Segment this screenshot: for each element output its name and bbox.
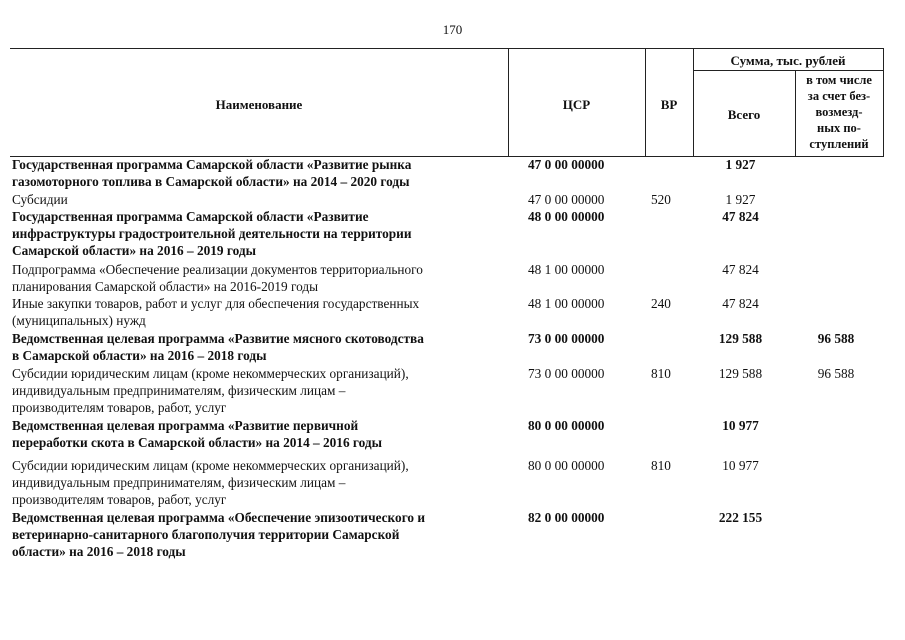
row-vr: 240 (651, 296, 671, 311)
row-name-line: индивидуальным предпринимателям, физическим лицам – (12, 475, 346, 490)
row-name-line: Ведомственная целевая программа «Развитие первичной (12, 418, 359, 433)
row-name (12, 330, 497, 364)
row-total: 129 588 (718, 366, 763, 381)
row-total: 47 824 (722, 296, 759, 311)
row-name-line: планирования Самарской области» на 2016-2019 годы (12, 279, 319, 294)
row-total: 129 588 (718, 331, 763, 346)
row-name (12, 457, 497, 508)
row-free: 96 588 (817, 366, 855, 381)
row-name (12, 417, 497, 451)
row-total: 1 927 (725, 157, 756, 172)
row-total: 222 155 (718, 510, 763, 525)
row-csr: 48 0 00 00000 (528, 209, 605, 224)
row-name-line: Подпрограмма «Обеспечение реализации документов территориального (12, 262, 423, 277)
row-name-line: переработки скота в Самарской области» на 2014 – 2016 годы (12, 435, 383, 450)
row-vr: 810 (651, 458, 671, 473)
row-csr: 47 0 00 00000 (528, 192, 605, 207)
row-name-line: Субсидии юридическим лицам (кроме некоммерческих организаций), (12, 366, 409, 381)
row-name-line: Самарской области» на 2016 – 2019 годы (12, 243, 256, 258)
row-total: 10 977 (722, 418, 759, 433)
row-name-line: индивидуальным предпринимателям, физическим лицам – (12, 383, 346, 398)
page-number: 170 (442, 22, 463, 37)
header-free-line: за счет без- (807, 89, 871, 103)
row-total: 10 977 (722, 458, 759, 473)
row-csr: 47 0 00 00000 (528, 157, 605, 172)
row-name (12, 156, 497, 190)
header-free-funds (795, 72, 883, 152)
row-free: 96 588 (817, 331, 855, 346)
row-name-line: инфраструктуры градостроительной деятельности на территории (12, 226, 412, 241)
row-name-line: (муниципальных) нужд (12, 313, 146, 328)
row-name-line: области» на 2016 – 2018 годы (12, 544, 186, 559)
row-csr: 82 0 00 00000 (528, 510, 605, 525)
row-name-line: Ведомственная целевая программа «Обеспечение эпизоотического и (12, 510, 426, 525)
row-name-line: в Самарской области» на 2016 – 2018 годы (12, 348, 267, 363)
row-csr: 73 0 00 00000 (528, 366, 605, 381)
header-sum: Сумма, тыс. рублей (730, 53, 846, 68)
row-name (12, 509, 497, 560)
header-total: Всего (727, 107, 761, 122)
row-name-line: ветеринарно-санитарного благополучия территории Самарской (12, 527, 400, 542)
row-total: 1 927 (725, 192, 756, 207)
row-total: 47 824 (722, 209, 759, 224)
row-name (12, 295, 497, 329)
row-csr: 48 1 00 00000 (528, 296, 605, 311)
row-total: 47 824 (722, 262, 759, 277)
table-header (10, 48, 884, 157)
row-name (12, 208, 497, 259)
header-name: Наименование (215, 97, 303, 112)
row-name (12, 365, 497, 416)
row-csr: 73 0 00 00000 (528, 331, 605, 346)
row-name-line: Государственная программа Самарской области «Развитие рынка (12, 157, 412, 172)
row-name-line: Иные закупки товаров, работ и услуг для обеспечения государственных (12, 296, 420, 311)
row-csr: 80 0 00 00000 (528, 418, 605, 433)
row-name-line: Ведомственная целевая программа «Развитие мясного скотоводства (12, 331, 424, 346)
row-name (12, 261, 497, 295)
row-name-line: производителям товаров, работ, услуг (12, 492, 227, 507)
header-free-line: в том числе (806, 73, 872, 87)
row-name-line: газомоторного топлива в Самарской области» на 2014 – 2020 годы (12, 174, 410, 189)
row-name-line: Субсидии юридическим лицам (кроме некоммерческих организаций), (12, 458, 409, 473)
header-csr: ЦСР (562, 97, 591, 112)
row-name-line: Субсидии (12, 192, 68, 207)
header-vr: ВР (660, 97, 678, 112)
row-name-line: производителям товаров, работ, услуг (12, 400, 227, 415)
row-name-line: Государственная программа Самарской области «Развитие (12, 209, 369, 224)
header-free-line: ступлений (809, 137, 869, 151)
row-vr: 520 (651, 192, 671, 207)
row-name (12, 191, 497, 208)
row-csr: 48 1 00 00000 (528, 262, 605, 277)
header-free-line: возмезд- (815, 105, 863, 119)
header-divider (693, 70, 883, 71)
header-free-line: ных по- (817, 121, 861, 135)
row-csr: 80 0 00 00000 (528, 458, 605, 473)
row-vr: 810 (651, 366, 671, 381)
